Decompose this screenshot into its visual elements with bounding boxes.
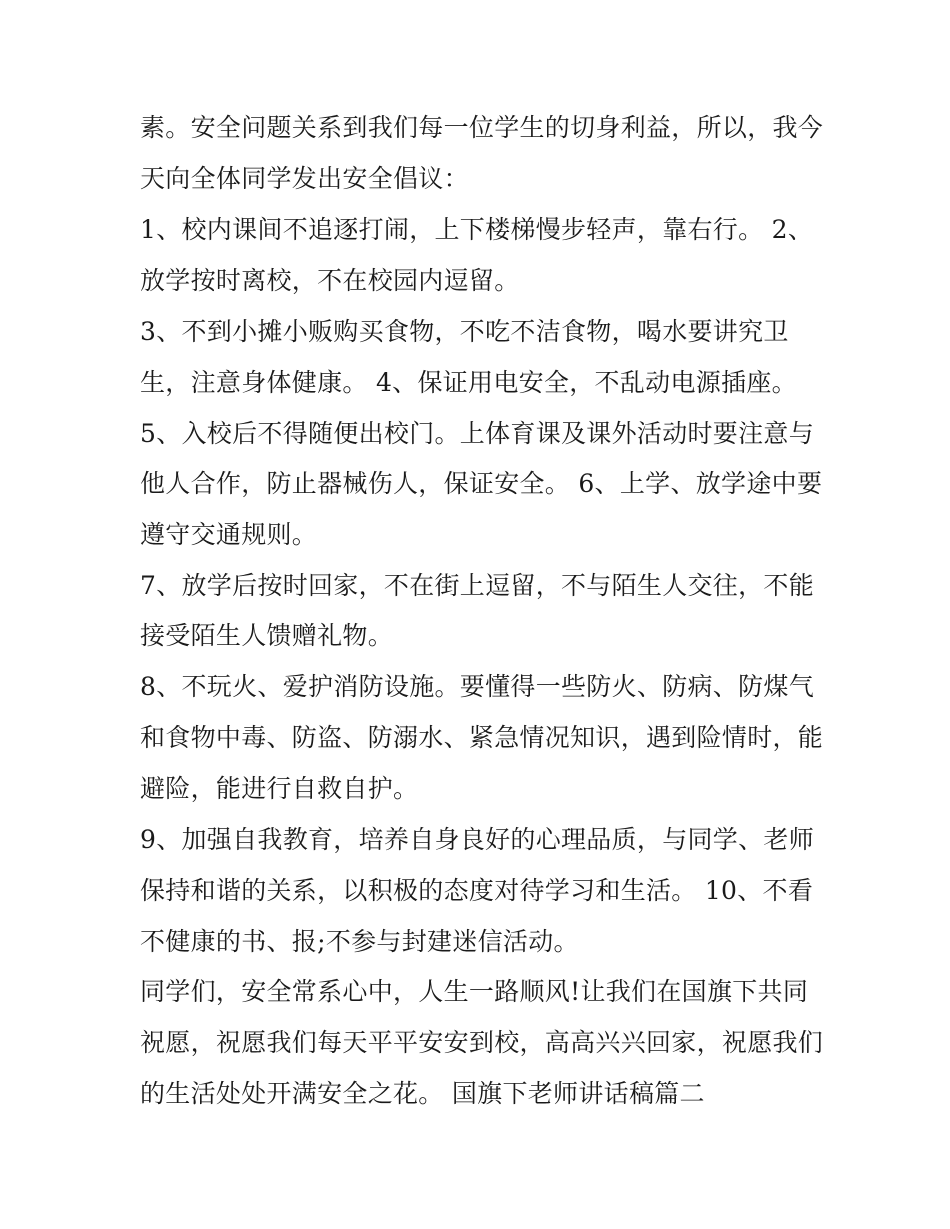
text-line: 放学按时离校，不在校园内逗留。 [140,266,520,295]
text-line: 9、加强自我教育，培养自身良好的心理品质，与同学、老师 [140,825,815,854]
text-line: 和食物中毒、防盗、防溺水、紧急情况知识，遇到险情时，能 [140,723,824,752]
text-line: 遵守交通规则。 [140,520,318,549]
text-line: 5、入校后不得随便出校门。上体育课及课外活动时要注意与 [140,419,815,448]
text-line: 7、放学后按时回家，不在街上逗留，不与陌生人交往，不能 [140,571,815,600]
text-line: 的生活处处开满安全之花。 国旗下老师讲话稿篇二 [140,1079,705,1108]
text-line: 避险，能进行自救自护。 [140,774,419,803]
text-line: 3、不到小摊小贩购买食物，不吃不洁食物，喝水要讲究卫 [140,317,789,346]
text-line: 他人合作，防止器械伤人，保证安全。 6、上学、放学途中要 [140,469,823,498]
text-line: 保持和谐的关系，以积极的态度对待学习和生活。 10、不看 [140,876,814,905]
text-line: 同学们，安全常系心中，人生一路顺风!让我们在国旗下共同 [140,977,809,1006]
text-line: 不健康的书、报;不参与封建迷信活动。 [140,927,579,956]
text-line: 祝愿，祝愿我们每天平平安安到校，高高兴兴回家，祝愿我们 [140,1028,824,1057]
text-line: 生，注意身体健康。 4、保证用电安全，不乱动电源插座。 [140,368,797,397]
text-line: 接受陌生人馈赠礼物。 [140,621,394,650]
text-line: 天向全体同学发出安全倡议： [140,164,469,193]
text-line: 8、不玩火、爱护消防设施。要懂得一些防火、防病、防煤气 [140,672,815,701]
text-line: 素。安全问题关系到我们每一位学生的切身利益，所以，我今 [140,113,824,142]
text-line: 1、校内课间不追逐打闹，上下楼梯慢步轻声，靠右行。 2、 [140,215,814,244]
